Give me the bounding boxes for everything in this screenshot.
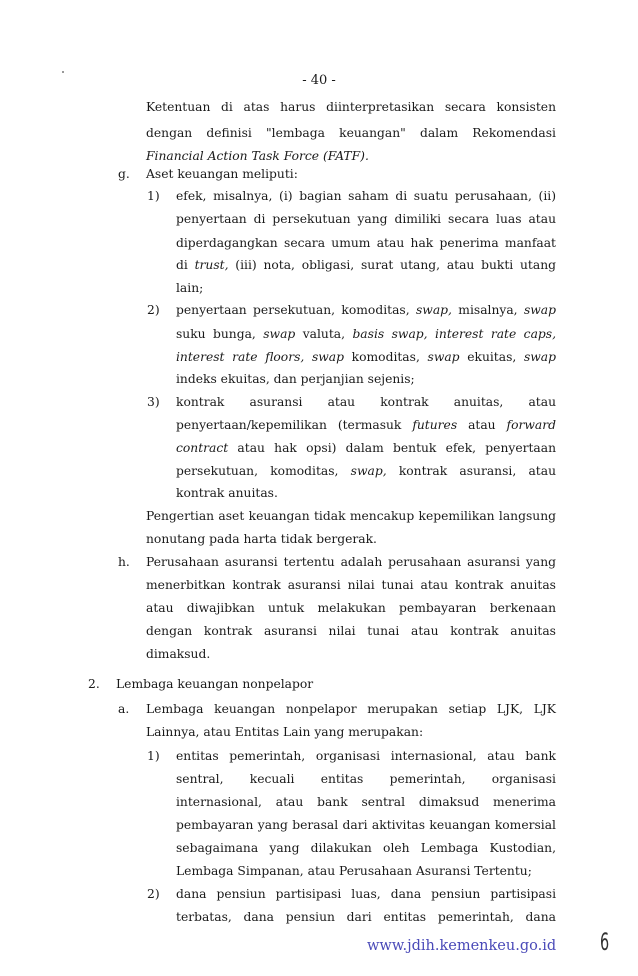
text-line: Ketentuan di atas harus diinterpretasikan secara konsisten xyxy=(146,100,556,114)
text-line: suku bunga, swap valuta, basis swap, interest rate caps, xyxy=(176,327,556,341)
text-line: lain; xyxy=(176,281,204,295)
text-line: interest rate floors, swap komoditas, swap ekuitas, swap xyxy=(176,350,556,364)
text-line: persekutuan, komoditas, swap, kontrak asuransi, atau xyxy=(176,464,556,478)
section-heading: Lembaga keuangan nonpelapor xyxy=(116,677,314,691)
text-line: nonutang pada harta tidak bergerak. xyxy=(146,532,377,546)
text-line: internasional, atau bank sentral dimaksud menerima xyxy=(176,795,556,809)
text-line: dimaksud. xyxy=(146,647,211,661)
text-line: penyertaan persekutuan, komoditas, swap, misalnya, swap xyxy=(176,303,556,317)
text-line: entitas pemerintah, organisasi internasional, atau bank xyxy=(176,749,556,763)
text-line: atau diwajibkan untuk melakukan pembayaran berkenaan xyxy=(146,601,556,615)
text-line: Lainnya, atau Entitas Lain yang merupakan: xyxy=(146,725,424,739)
text-line: Lembaga keuangan nonpelapor merupakan setiap LJK, LJK xyxy=(146,702,556,716)
text-line: menerbitkan kontrak asuransi nilai tunai atau kontrak anuitas xyxy=(146,578,556,592)
section-marker-2: 2. xyxy=(88,677,100,691)
text-line: kontrak asuransi atau kontrak anuitas, atau xyxy=(176,395,556,409)
text-line: dengan definisi "lembaga keuangan" dalam Rekomendasi xyxy=(146,126,556,140)
item-marker-g3: 3) xyxy=(147,395,160,409)
text-line: sentral, kecuali entitas pemerintah, organisasi xyxy=(176,772,556,786)
item-marker-a1: 1) xyxy=(147,749,160,763)
item-marker-g: g. xyxy=(118,167,130,181)
item-marker-a: a. xyxy=(118,702,130,716)
text-line: pembayaran yang berasal dari aktivitas keuangan komersial xyxy=(176,818,556,832)
text-line: Perusahaan asuransi tertentu adalah perusahaan asuransi yang xyxy=(146,555,556,569)
item-marker-a2: 2) xyxy=(147,887,160,901)
text-line: diperdagangkan secara umum atau hak penerima manfaat xyxy=(176,236,556,250)
text-line: sebagaimana yang dilakukan oleh Lembaga Kustodian, xyxy=(176,841,556,855)
watermark: www.jdih.kemenkeu.go.id xyxy=(367,938,557,954)
text-line: di trust, (iii) nota, obligasi, surat utang, atau bukti utang xyxy=(176,258,556,272)
page-number: - 40 - xyxy=(302,73,336,88)
text-line: efek, misalnya, (i) bagian saham di suatu perusahaan, (ii) xyxy=(176,189,556,203)
text-line: contract atau hak opsi) dalam bentuk efek, penyertaan xyxy=(176,441,556,455)
text-line: Financial Action Task Force (FATF). xyxy=(146,149,369,163)
text-line: terbatas, dana pensiun dari entitas pemerintah, dana xyxy=(176,910,556,924)
handwritten-mark: 6 xyxy=(600,928,610,956)
text-line: dengan kontrak asuransi nilai tunai atau kontrak anuitas xyxy=(146,624,556,638)
text-line: Pengertian aset keuangan tidak mencakup kepemilikan langsung xyxy=(146,509,556,523)
text-line: Aset keuangan meliputi: xyxy=(146,167,298,181)
text-line: penyertaan di persekutuan yang dimiliki secara luas atau xyxy=(176,212,556,226)
text-line: dana pensiun partisipasi luas, dana pensiun partisipasi xyxy=(176,887,556,901)
item-marker-h: h. xyxy=(118,555,130,569)
text-line: kontrak anuitas. xyxy=(176,486,278,500)
item-marker-g1: 1) xyxy=(147,189,160,203)
text-line: Lembaga Simpanan, atau Perusahaan Asuransi Tertentu; xyxy=(176,864,532,878)
text-line: penyertaan/kepemilikan (termasuk futures atau forward xyxy=(176,418,556,432)
item-marker-g2: 2) xyxy=(147,303,160,317)
text-line: indeks ekuitas, dan perjanjian sejenis; xyxy=(176,372,415,386)
